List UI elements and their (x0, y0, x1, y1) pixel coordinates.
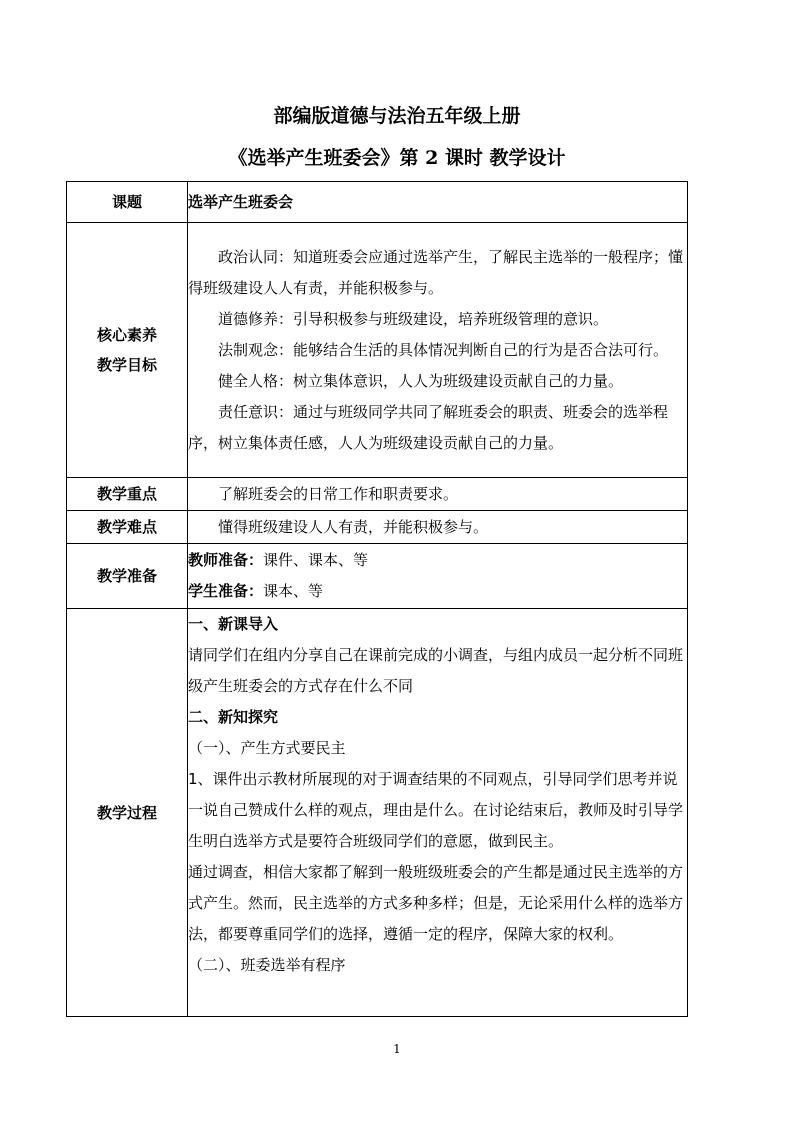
row-difficulty (67, 511, 688, 544)
section1-heading: 一、新课导入 (188, 615, 279, 633)
document-subtitle: 《选举产生班委会》第 2 课时 教学设计 (228, 147, 566, 169)
goals-label (67, 223, 188, 478)
teacher-preparation (188, 545, 687, 576)
section2-heading: 二、新知探究 (188, 708, 279, 726)
row-topic (67, 182, 688, 223)
subsection1-text1: 1、课件出示教材所展现的对于调查结果的不同观点，引导同学们思考并说一说自己赞成什么样的观点，理由是什么。在讨论结束后，教师及时引导学生明白选举方式是要符合班级同学们的意愿，做到民主。 (188, 770, 684, 850)
goal-item: 责任意识：通过与班级同学共同了解班委会的职责、班委会的选举程序，树立集体责任感，人人为班级建设贡献自己的力量。 (188, 402, 669, 452)
goal-item: 法制观念：能够结合生活的具体情况判断自己的行为是否合法可行。 (218, 340, 669, 359)
difficulty-label: 教学难点 (67, 511, 188, 544)
page-number: 1 (393, 1042, 401, 1056)
topic-label: 课题 (67, 182, 188, 223)
goal-item: 政治认同：知道班委会应通过选举产生，了解民主选举的一般程序；懂得班级建设人人有责，并能积极参与。 (188, 247, 684, 297)
student-preparation-value: 课本、等 (263, 582, 324, 600)
key-point-value: 了解班委会的日常工作和职责要求。 (188, 478, 688, 511)
key-point-label: 教学重点 (67, 478, 188, 511)
student-preparation (188, 576, 687, 607)
row-preparation (67, 544, 688, 609)
goal-item: 道德修养：引导积极参与班级建设，培养班级管理的意识。 (218, 309, 609, 328)
preparation-content (188, 544, 688, 609)
lesson-plan-table (66, 181, 688, 1017)
process-label: 教学过程 (67, 609, 188, 1017)
student-preparation-label: 学生准备： (188, 582, 264, 600)
goals-label-line1: 核心素养 (96, 326, 157, 344)
teacher-preparation-label: 教师准备： (188, 551, 264, 569)
row-key-point (67, 478, 688, 511)
goals-label-line2: 教学目标 (96, 356, 157, 374)
goal-item: 健全人格：树立集体意识，人人为班级建设贡献自己的力量。 (218, 371, 624, 390)
section1-text: 请同学们在组内分享自己在课前完成的小调查，与组内成员一起分析不同班级产生班委会的方式存在什么不同 (188, 646, 684, 695)
topic-value: 选举产生班委会 (188, 182, 688, 223)
subsection1-heading: （一）、产生方式要民主 (188, 739, 346, 757)
document-title: 部编版道德与法治五年级上册 (273, 105, 521, 127)
row-process (67, 609, 688, 1017)
teacher-preparation-value: 课件、课本、等 (263, 551, 369, 569)
subsection2-heading: （二）、班委选举有程序 (188, 956, 346, 974)
goals-content (188, 223, 688, 478)
preparation-label: 教学准备 (67, 544, 188, 609)
difficulty-value: 懂得班级建设人人有责，并能积极参与。 (188, 511, 688, 544)
process-content (188, 609, 688, 1017)
row-goals (67, 223, 688, 478)
subsection1-text2: 通过调查，相信大家都了解到一般班级班委会的产生都是通过民主选举的方式产生。然而，民主选举的方式多种多样；但是，无论采用什么样的选举方法，都要尊重同学们的选择，遵循一定的程序，保障大家的权利。 (188, 863, 684, 943)
